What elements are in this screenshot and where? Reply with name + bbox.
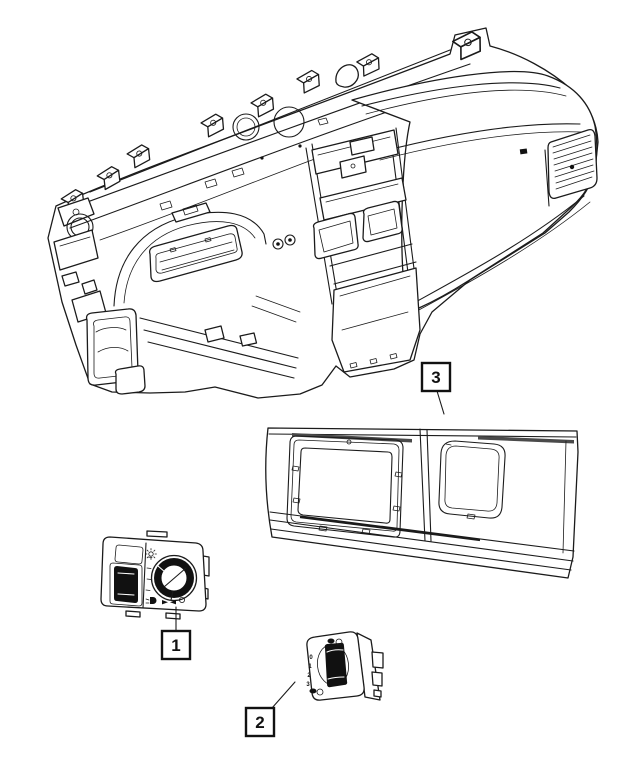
- dimmer-wheel: [110, 563, 142, 606]
- svg-text:0: 0: [309, 655, 313, 661]
- instrument-panel-assembly-drawing: [48, 28, 598, 398]
- rotary-knob: [152, 556, 197, 601]
- callout-2-leader: [272, 682, 295, 708]
- callout-3[interactable]: [422, 363, 450, 414]
- svg-text:1: 1: [308, 664, 312, 670]
- headlamp-leveling-switch-drawing: [306, 632, 383, 700]
- callout-3-leader: [437, 391, 444, 414]
- side-vent-grille: [548, 130, 597, 199]
- callout-1-label: 1: [171, 636, 181, 655]
- callout-2-label: 2: [255, 713, 265, 732]
- callout-3-label: 3: [431, 368, 441, 387]
- svg-text:3: 3: [306, 682, 310, 688]
- svg-text:2: 2: [307, 673, 311, 679]
- instrument-panel-bezel-drawing: [266, 428, 578, 578]
- headlamp-switch-drawing: [101, 531, 209, 619]
- callout-2[interactable]: [246, 682, 295, 736]
- leveling-thumbwheel: [325, 643, 347, 687]
